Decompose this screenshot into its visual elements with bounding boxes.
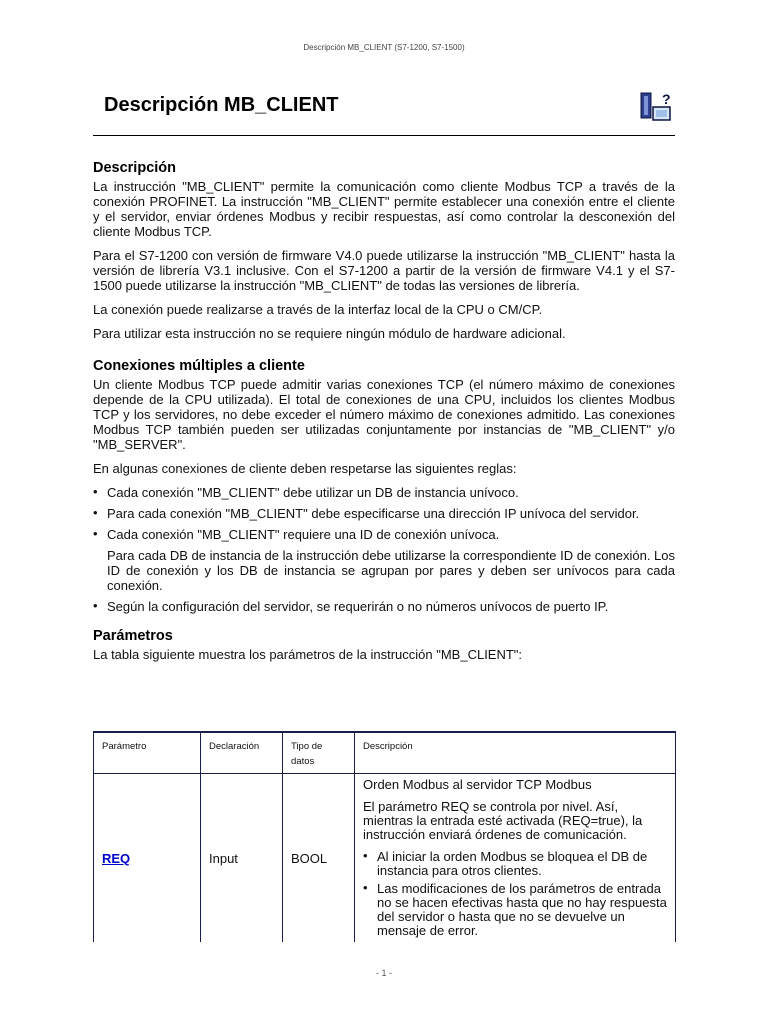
list-item: • Las modificaciones de los parámetros de entrada no se hacen efectivas hasta que no hay respuesta del servidor o hasta que no se devuelve un mensaje de error. — [363, 880, 667, 938]
bullet-icon: • — [93, 526, 98, 541]
desc-cell — [355, 774, 676, 943]
bullet-icon: • — [93, 505, 98, 520]
column-header-desc: Descripción — [355, 732, 676, 774]
section-heading-parametros: Parámetros — [93, 628, 173, 644]
main-content — [93, 160, 675, 671]
bullet-icon: • — [93, 484, 98, 499]
svg-text:?: ? — [662, 91, 671, 107]
page-number: - 1 - — [375, 968, 392, 978]
list-item: • Según la configuración del servidor, se requerirán o no números unívocos de puerto IP. — [93, 598, 609, 614]
table-row — [94, 774, 676, 943]
parameters-table — [93, 731, 676, 942]
conexiones-paragraph-1: Un cliente Modbus TCP puede admitir varias conexiones TCP (el número máximo de conexiones depende de la CPU utilizada). El total de conexiones de una CPU, incluidos los clientes Modbus TCP y los servidores, no debe exceder el número máximo de conexiones admitido. Las conexiones Modbus TCP también pueden ser utilizadas conjuntamente por instancias de "MB_CLIENT" y/o "MB_SERVER". — [93, 377, 675, 452]
column-header-type: Tipo de datos — [283, 732, 355, 774]
bullet-icon: • — [363, 880, 368, 895]
bullet-icon: • — [93, 598, 98, 613]
column-header-decl: Declaración — [201, 732, 283, 774]
table-header-row — [94, 732, 676, 774]
desc-bullets — [363, 850, 667, 938]
rules-list-continued — [93, 599, 675, 614]
type-cell: BOOL — [283, 774, 355, 943]
title-rule — [93, 135, 675, 136]
param-link-req[interactable]: REQ — [102, 850, 131, 866]
descripcion-paragraph-3: La conexión puede realizarse a través de la interfaz local de la CPU o CM/CP. — [93, 302, 543, 317]
parametros-paragraph-1: La tabla siguiente muestra los parámetros de la instrucción "MB_CLIENT": — [93, 647, 523, 662]
list-item: • Cada conexión "MB_CLIENT" debe utilizar un DB de instancia unívoco. — [93, 484, 519, 500]
list-item: • Para cada conexión "MB_CLIENT" debe especificarse una dirección IP unívoca del servidor. — [93, 505, 640, 521]
running-header: Descripción MB_CLIENT (S7-1200, S7-1500) — [303, 43, 465, 52]
descripcion-paragraph-1: La instrucción "MB_CLIENT" permite la comunicación como cliente Modbus TCP a través de la conexión PROFINET. La instrucción "MB_CLIENT" permite establecer una conexión entre el cliente y el servidor, enviar órdenes Modbus y recibir respuestas, así como controlar la desconexión del cliente Modbus TCP. — [93, 179, 675, 239]
bullet-icon: • — [363, 848, 368, 863]
bullet-note: Para cada DB de instancia de la instrucción debe utilizarse la correspondiente ID de conexión. Los ID de conexión y los DB de instancia se agrupan por pares y deben ser unívocos para cada conexión. — [107, 548, 676, 593]
section-heading-conexiones: Conexiones múltiples a cliente — [93, 358, 305, 374]
column-header-param: Parámetro — [94, 732, 201, 774]
descripcion-paragraph-4: Para utilizar esta instrucción no se requiere ningún módulo de hardware adicional. — [93, 326, 566, 341]
decl-cell: Input — [201, 774, 283, 943]
param-cell — [94, 774, 201, 943]
list-item: • Al iniciar la orden Modbus se bloquea el DB de instancia para otros clientes. — [363, 848, 648, 878]
page-title: Descripción MB_CLIENT — [104, 94, 339, 116]
descripcion-paragraph-2: Para el S7-1200 con versión de firmware V4.0 puede utilizarse la instrucción "MB_CLIENT" hasta la versión de librería V3.1 inclusive. Con el S7-1200 a partir de la versión de firmware V4.1 y el S7-1500 puede utilizarse la instrucción "MB_CLIENT" de todas las versiones de librería. — [93, 248, 675, 293]
desc-line-2: El parámetro REQ se controla por nivel. Así, mientras la entrada esté activada (REQ=true), la instrucción enviará órdenes de comunicación. — [363, 799, 643, 842]
rules-list — [93, 485, 675, 542]
conexiones-paragraph-2: En algunas conexiones de cliente deben respetarse las siguientes reglas: — [93, 461, 517, 476]
list-item: • Cada conexión "MB_CLIENT" requiere una ID de conexión unívoca. — [93, 526, 500, 542]
section-heading-descripcion: Descripción — [93, 160, 176, 176]
help-book-icon[interactable] — [640, 90, 676, 124]
desc-line-1: Orden Modbus al servidor TCP Modbus — [363, 777, 592, 792]
